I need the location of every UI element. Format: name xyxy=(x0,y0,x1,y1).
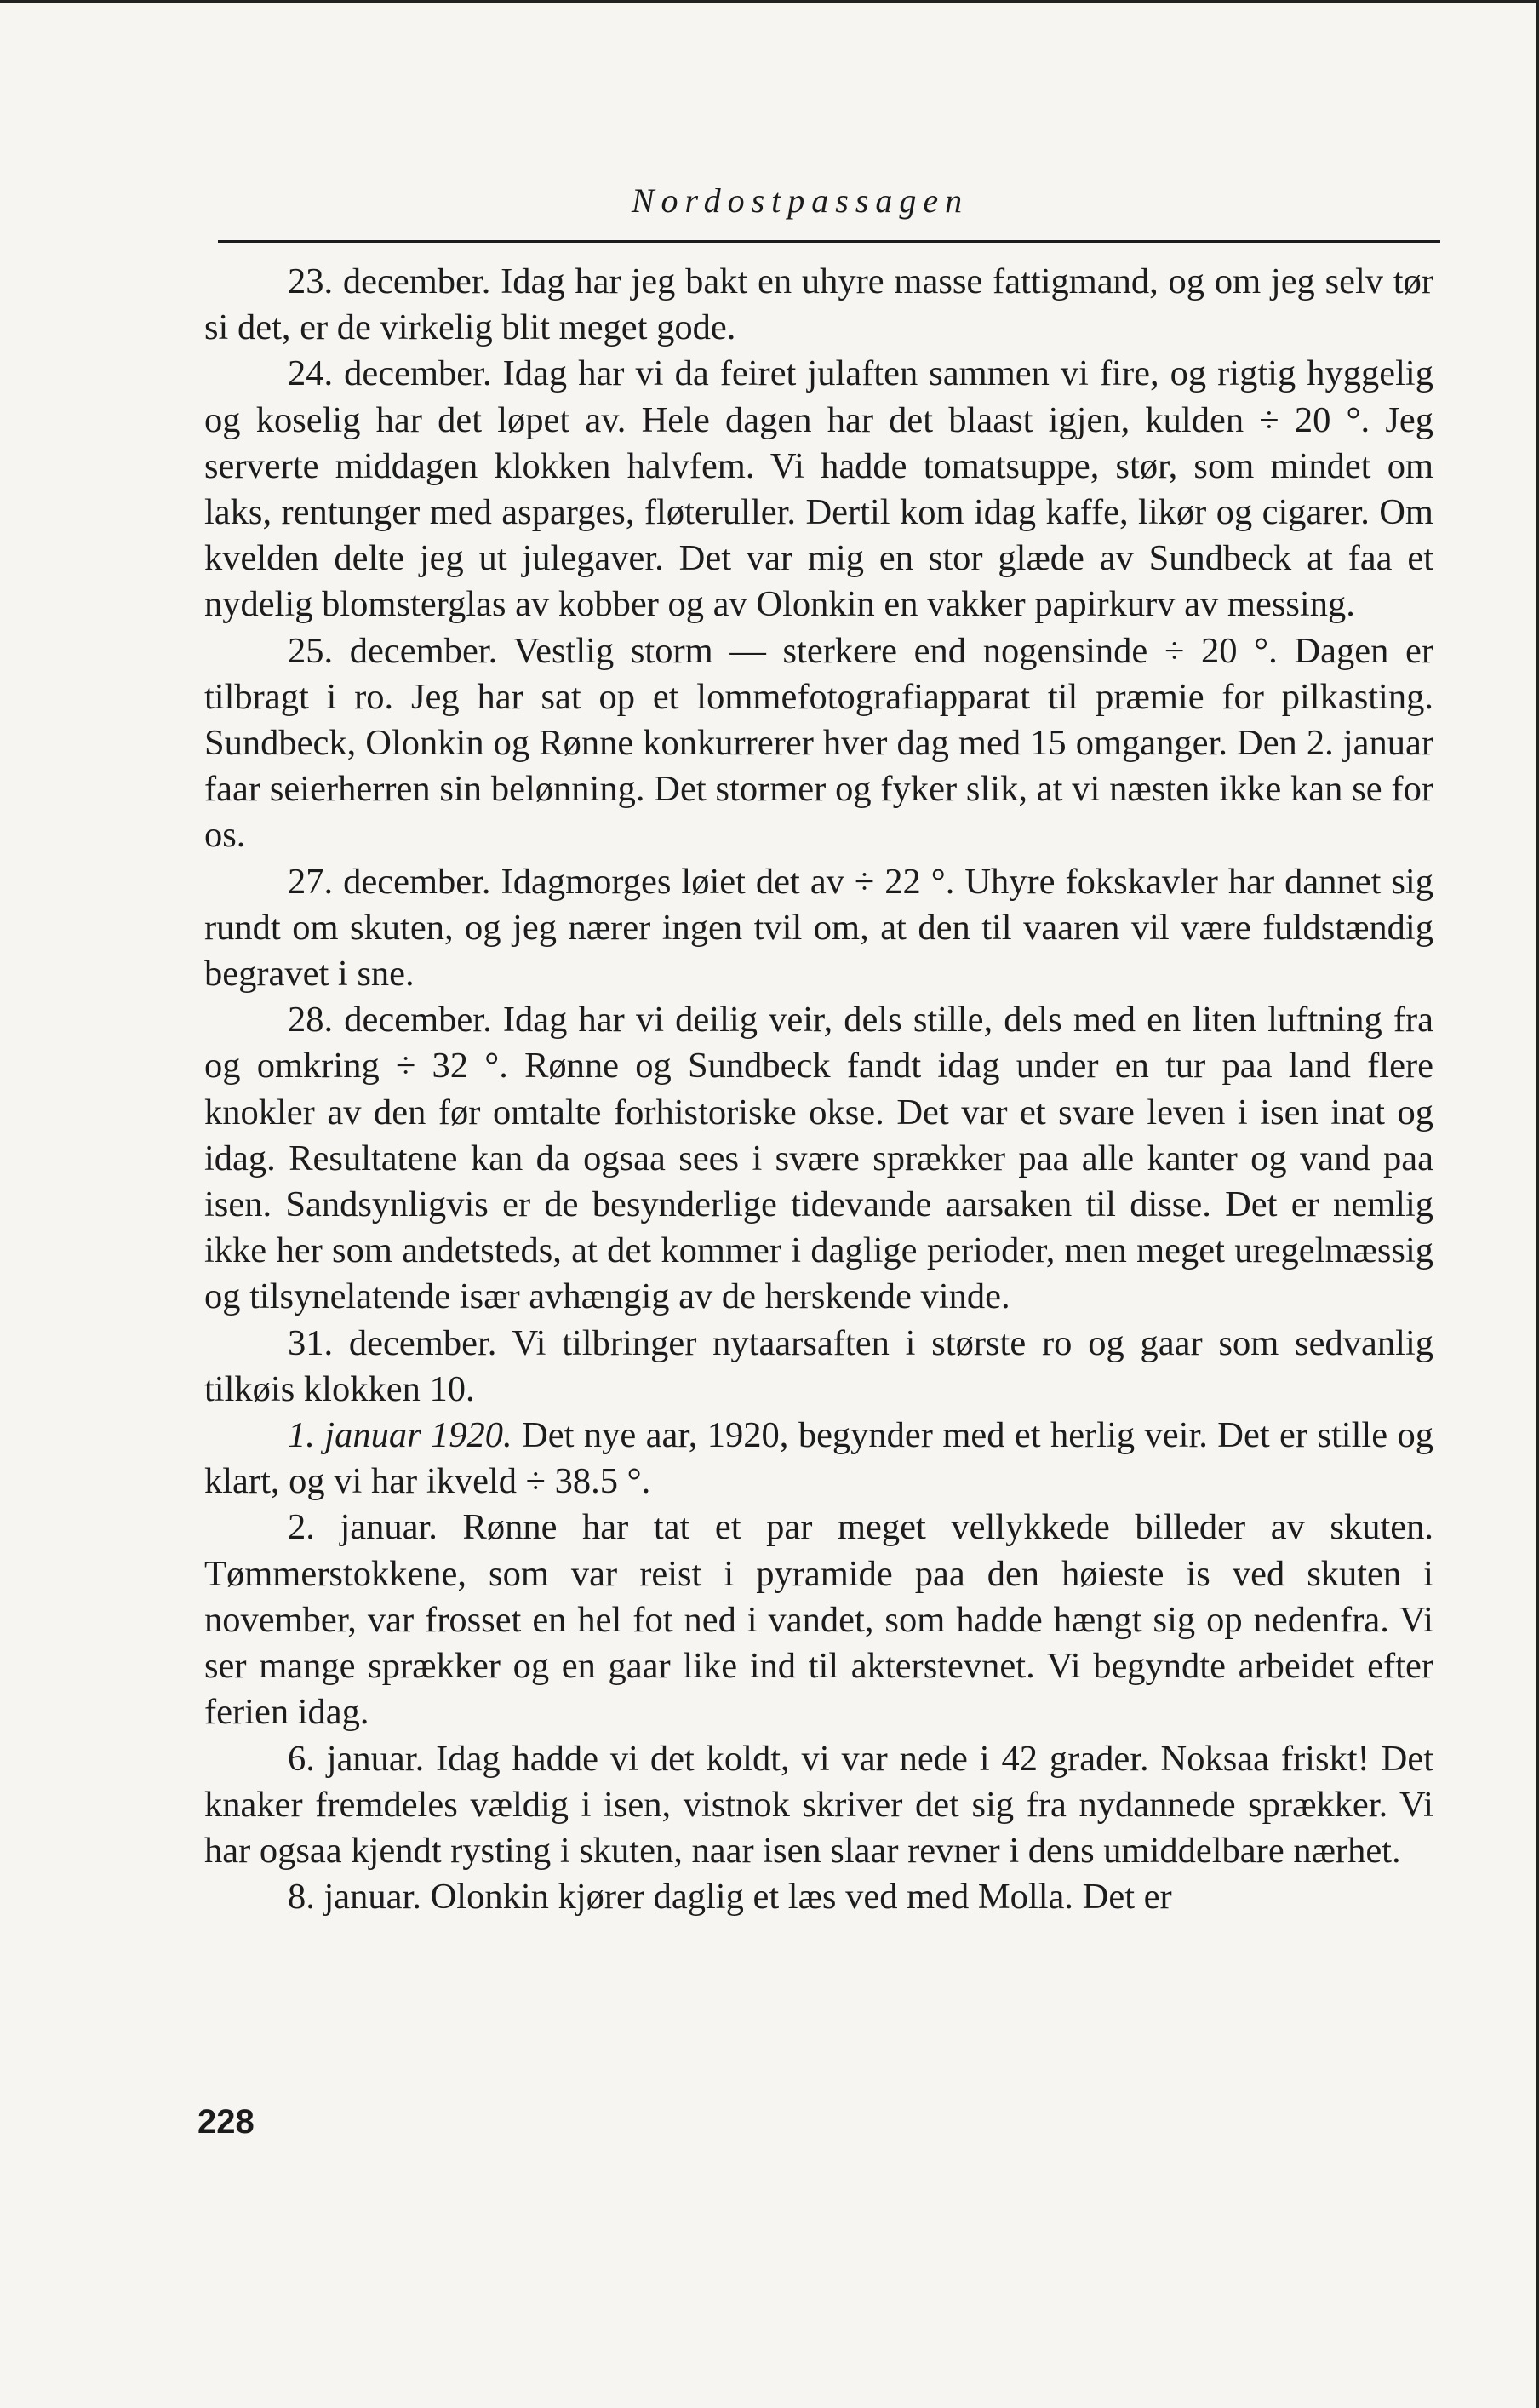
entry-text: Rønne har tat et par meget vellykkede billeder av skuten. Tømmerstokkene, som var reist i pyramide paa den høieste is ved skuten i november, var frosset en hel fot ned i vandet, som hadde hængt sig op nedenfra. Vi ser mange sprækker og en gaar like ind til akterstevnet. Vi begyndte arbeidet efter ferien idag. xyxy=(204,1507,1434,1733)
page-edge xyxy=(0,0,1539,3)
entry-text: Idag har vi da feiret julaften sammen vi fire, og rigtig hyggelig og koselig har det løpet av. Hele dagen har det blaast igjen, kulden ÷ 20 °. Jeg serverte middagen klokken halvfem. Vi hadde tomatsuppe, stør, som mindet om laks, rentunger med asparges, fløteruller. Dertil kom idag kaffe, likør og cigarer. Om kvelden delte jeg ut julegaver. Det var mig en stor glæde av Sundbeck at faa et nydelig blomsterglas av kobber og av Olonkin en vakker papirkurv av messing. xyxy=(204,353,1433,625)
entry-date: 28. december. xyxy=(288,1000,492,1041)
entry-text: Idag hadde vi det koldt, vi var nede i 42 grader. Noksaa friskt! Det knaker fremdeles vældig i isen, vistnok skriver det sig fra nydannede sprækker. Vi har ogsaa kjendt rysting i skuten, naar isen slaar revner i dens umiddelbare nærhet. xyxy=(204,1738,1433,1871)
page-edge xyxy=(1536,0,1539,2408)
entry-text: Idagmorges løiet det av ÷ 22 °. Uhyre fokskavler har dannet sig rundt om skuten, og jeg nærer ingen tvil om, at den til vaaren vil være fuldstændig begravet i sne. xyxy=(204,861,1433,995)
diary-entry xyxy=(204,1505,1433,1735)
diary-entry xyxy=(204,259,1433,351)
diary-entry xyxy=(204,628,1433,859)
diary-entry xyxy=(204,1413,1433,1505)
entry-date: 24. december. xyxy=(288,353,492,394)
body-text xyxy=(204,259,1433,1920)
entry-text: Det nye aar, 1920, begynder med et herlig veir. Det er stille og klart, og vi har ikveld ÷ 38.5 °. xyxy=(204,1415,1433,1502)
entry-text: Vi tilbringer nytaarsaften i største ro og gaar som sedvanlig tilkøis klokken 10. xyxy=(204,1322,1434,1409)
page-number: 228 xyxy=(197,2103,255,2141)
entry-date: 6. januar. xyxy=(288,1738,425,1779)
diary-entry xyxy=(204,1321,1433,1413)
diary-entry xyxy=(204,1874,1433,1920)
diary-entry xyxy=(204,351,1433,628)
entry-date: 1. januar 1920. xyxy=(288,1415,512,1456)
diary-entry xyxy=(204,1736,1433,1875)
diary-entry xyxy=(204,997,1433,1320)
entry-date: 31. december. xyxy=(288,1322,497,1363)
diary-entry xyxy=(204,859,1433,998)
entry-text: Idag har jeg bakt en uhyre masse fattigmand, og om jeg selv tør si det, er de virkelig blit meget gode. xyxy=(204,261,1433,348)
running-head: Nordostpassagen xyxy=(631,181,970,220)
entry-date: 25. december. xyxy=(288,630,498,671)
entry-date: 2. januar. xyxy=(288,1507,438,1548)
entry-date: 23. december. xyxy=(288,261,491,301)
entry-date: 27. december. xyxy=(288,861,491,902)
entry-text: Vestlig storm — sterkere end nogensinde ÷ 20 °. Dagen er tilbragt i ro. Jeg har sat op et lommefotografiapparat til præmie for pilkasting. Sundbeck, Olonkin og Rønne konkurrerer hver dag med 15 omganger. Den 2. januar faar seierherren sin belønning. Det stormer og fyker slik, at vi næsten ikke kan se for os. xyxy=(204,630,1434,856)
entry-date: 8. januar. xyxy=(288,1877,421,1918)
header-rule xyxy=(218,240,1440,243)
entry-text: Idag har vi deilig veir, dels stille, dels med en liten luftning fra og omkring ÷ 32 °. Rønne og Sundbeck fandt idag under en tur paa land flere knokler av den før omtalte forhistoriske okse. Det var et svare leven i isen inat og idag. Resultatene kan da ogsaa sees i svære sprækker paa alle kanter og vand paa isen. Sandsynligvis er de besynderlige tidevande aarsaken til disse. Det er nemlig ikke her som andetsteds, at det kommer i daglige perioder, men meget uregelmæssig og tilsynelatende især avhængig av de herskende vinde. xyxy=(204,1000,1434,1317)
entry-text: Olonkin kjører daglig et læs ved med Molla. Det er xyxy=(430,1877,1172,1918)
